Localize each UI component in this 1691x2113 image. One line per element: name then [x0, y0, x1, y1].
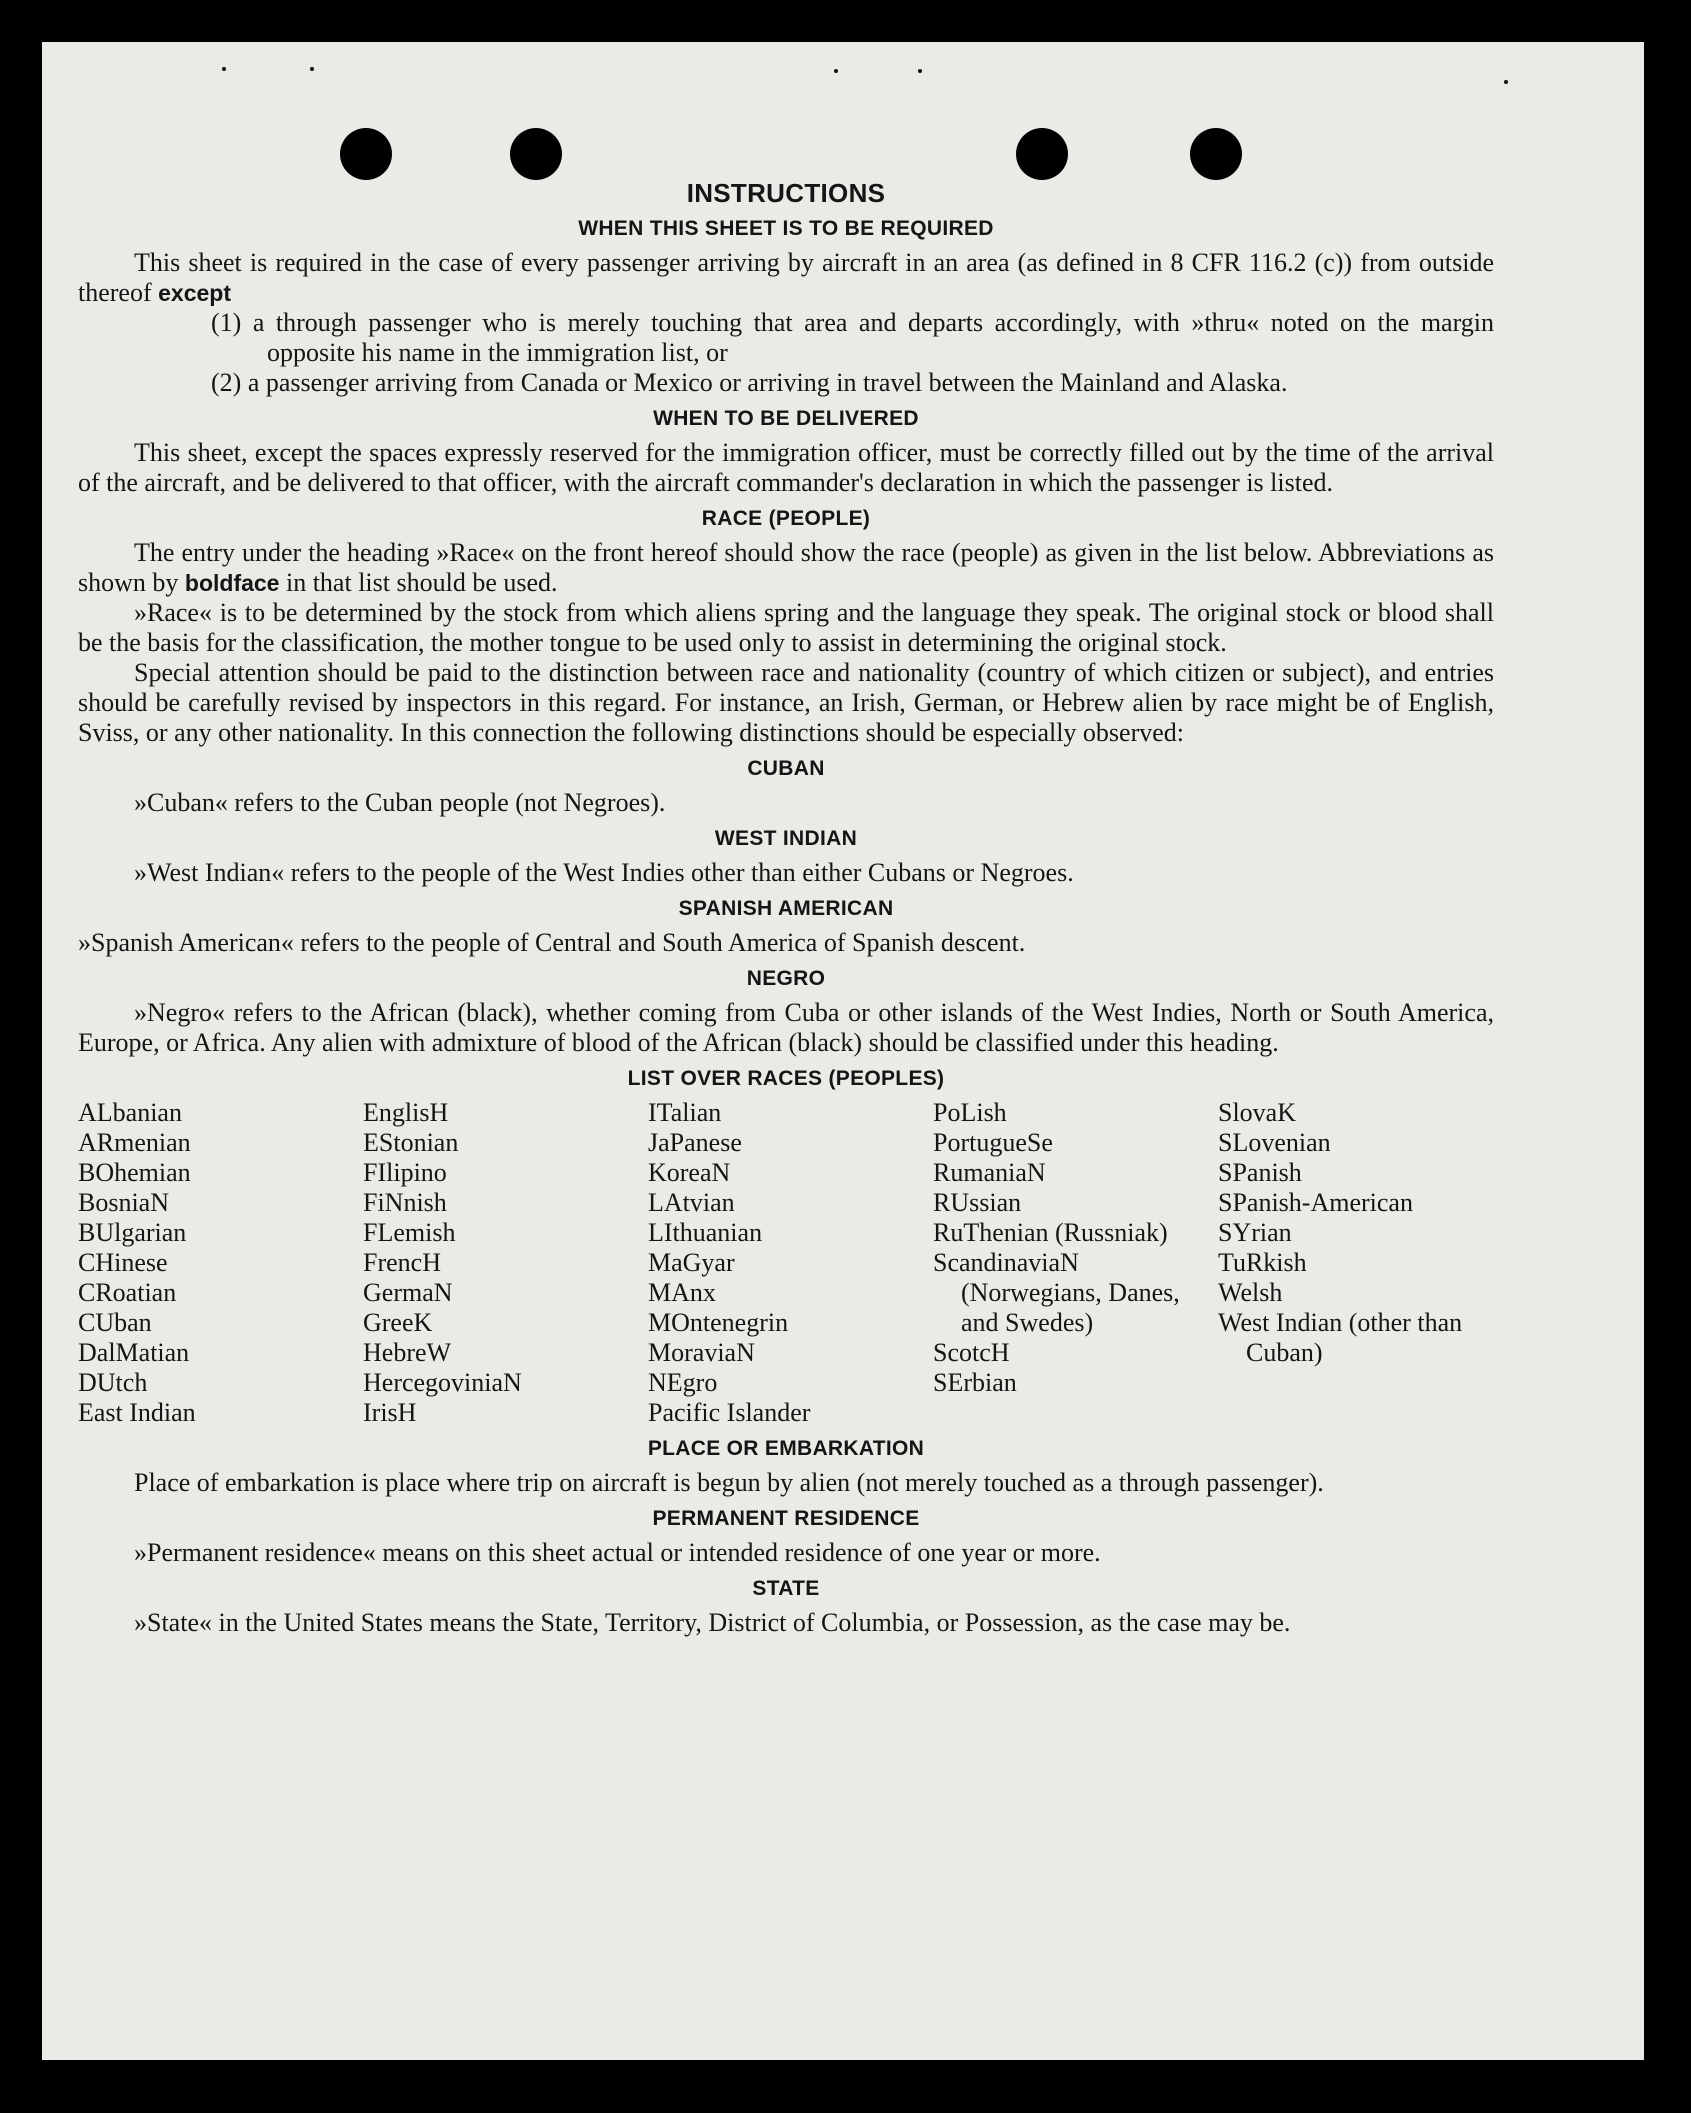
- race-entry: MOntenegrin: [648, 1308, 789, 1337]
- race-entry: SPanish: [1218, 1158, 1302, 1187]
- section-heading-when-delivered: WHEN TO BE DELIVERED: [653, 407, 919, 430]
- section-heading-when-required: WHEN THIS SHEET IS TO BE REQUIRED: [578, 217, 994, 240]
- race-entry: JaPanese: [648, 1128, 742, 1157]
- race-column: [933, 1098, 1218, 1428]
- race-list-grid: [78, 1098, 1494, 1428]
- punch-hole: [340, 128, 392, 180]
- race-entry: East Indian: [78, 1398, 196, 1427]
- punch-hole: [1016, 128, 1068, 180]
- speck-mark: [918, 69, 922, 73]
- race-entry: MAnx: [648, 1278, 716, 1307]
- race-entry: PortugueSe: [933, 1128, 1053, 1157]
- race-entry: SErbian: [933, 1368, 1017, 1397]
- race-entry: MaGyar: [648, 1248, 735, 1277]
- permanent-residence-text: »Permanent residence« means on this sheet actual or intended residence of one year or more.: [134, 1538, 1101, 1567]
- exception-item-2: (2) a passenger arriving from Canada or Mexico or arriving in travel between the Mainland and Alaska.: [211, 368, 1288, 397]
- section-heading-state: STATE: [752, 1577, 820, 1600]
- section-heading-negro: NEGRO: [746, 967, 826, 990]
- race-entry: Welsh: [1218, 1278, 1283, 1307]
- section-heading-permanent-residence: PERMANENT RESIDENCE: [652, 1507, 920, 1530]
- race-entry: ScandinaviaN (Norwegians, Danes, and Swedes): [933, 1248, 1180, 1337]
- race-paragraph-3: Special attention should be paid to the distinction between race and nationality (country of which citizen or subject), and entries should be carefully revised by inspectors in this regard. For instance, an Irish, German, or Hebrew alien by race might be of English, Sviss, or any other nationality. In this connection the following distinctions should be especially observed:: [78, 658, 1494, 747]
- section-heading-west-indian: WEST INDIAN: [714, 827, 858, 850]
- negro-text: »Negro« refers to the African (black), whether coming from Cuba or other islands of the West Indies, North or South America, Europe, or Africa. Any alien with admixture of blood of the African (black) should be classified under this heading.: [78, 998, 1494, 1057]
- section-heading-place-embarkation: PLACE OR EMBARKATION: [647, 1437, 925, 1460]
- race-entry: EnglisH: [363, 1098, 449, 1127]
- race-entry: SlovaK: [1218, 1098, 1296, 1127]
- race-entry: ALbanian: [78, 1098, 182, 1127]
- race-column: [78, 1098, 363, 1428]
- when-delivered-text: This sheet, except the spaces expressly reserved for the immigration officer, must be correctly filled out by the time of the arrival of the aircraft, and be delivered to that officer, with the aircraft commander's declaration in which the passenger is listed.: [78, 438, 1494, 497]
- race-column: [363, 1098, 648, 1428]
- race-entry: ITalian: [648, 1098, 722, 1127]
- race-entry: TuRkish: [1218, 1248, 1307, 1277]
- race-entry: FrencH: [363, 1248, 441, 1277]
- place-embarkation-text: Place of embarkation is place where trip on aircraft is begun by alien (not merely touched as a through passenger).: [134, 1468, 1324, 1497]
- race-entry: CUban: [78, 1308, 152, 1337]
- exception-item-1: (1) a through passenger who is merely touching that area and departs accordingly, with »thru« noted on the margin opposite his name in the immigration list, or: [211, 308, 1494, 367]
- race-entry: RuThenian (Russniak): [933, 1218, 1168, 1247]
- section-heading-race: RACE (PEOPLE): [701, 507, 871, 530]
- when-required-intro: This sheet is required in the case of every passenger arriving by aircraft in an area (as defined in 8 CFR 116.2 (c)) from outside thereof except: [78, 248, 1494, 307]
- race-column: [648, 1098, 933, 1428]
- race-entry: NEgro: [648, 1368, 718, 1397]
- punch-hole: [1190, 128, 1242, 180]
- race-entry: PoLish: [933, 1098, 1007, 1127]
- speck-mark: [222, 67, 226, 71]
- section-heading-spanish-american: SPANISH AMERICAN: [678, 897, 894, 920]
- race-entry: LAtvian: [648, 1188, 735, 1217]
- document-page: [42, 42, 1644, 2060]
- except-bold: except: [158, 280, 231, 306]
- race-entry: SLovenian: [1218, 1128, 1331, 1157]
- race-entry: West Indian (other than Cuban): [1218, 1308, 1463, 1367]
- instructions-body: [78, 178, 1494, 1638]
- race-entry: BUlgarian: [78, 1218, 187, 1247]
- race-paragraph-2: »Race« is to be determined by the stock from which aliens spring and the language they speak. The original stock or blood shall be the basis for the classification, the mother tongue to be used only to assist in determining the original stock.: [78, 598, 1494, 657]
- race-entry: HebreW: [363, 1338, 452, 1367]
- race-entry: RUssian: [933, 1188, 1022, 1217]
- race-column: [1218, 1098, 1494, 1428]
- race-entry: FLemish: [363, 1218, 456, 1247]
- cuban-text: »Cuban« refers to the Cuban people (not Negroes).: [134, 788, 666, 817]
- west-indian-text: »West Indian« refers to the people of the West Indies other than either Cubans or Negroes.: [134, 858, 1074, 887]
- race-entry: BOhemian: [78, 1158, 191, 1187]
- race-entry: CRoatian: [78, 1278, 177, 1307]
- race-entry: ScotcH: [933, 1338, 1010, 1367]
- spanish-american-text: »Spanish American« refers to the people of Central and South America of Spanish descent.: [78, 928, 1026, 957]
- race-entry: SYrian: [1218, 1218, 1292, 1247]
- state-text: »State« in the United States means the State, Territory, District of Columbia, or Possession, as the case may be.: [134, 1608, 1291, 1637]
- race-entry: DUtch: [78, 1368, 148, 1397]
- race-entry: CHinese: [78, 1248, 168, 1277]
- punch-hole: [510, 128, 562, 180]
- race-entry: FiNnish: [363, 1188, 447, 1217]
- race-entry: HercegoviniaN: [363, 1368, 522, 1397]
- race-entry: RumaniaN: [933, 1158, 1046, 1187]
- race-entry: KoreaN: [648, 1158, 731, 1187]
- race-entry: LIthuanian: [648, 1218, 763, 1247]
- section-heading-race-list: LIST OVER RACES (PEOPLES): [627, 1067, 945, 1090]
- race-entry: EStonian: [363, 1128, 459, 1157]
- section-heading-cuban: CUBAN: [747, 757, 825, 780]
- race-entry: FIlipino: [363, 1158, 447, 1187]
- race-entry: SPanish-American: [1218, 1188, 1413, 1217]
- race-entry: DalMatian: [78, 1338, 190, 1367]
- race-entry: GermaN: [363, 1278, 453, 1307]
- page-title: INSTRUCTIONS: [686, 178, 886, 208]
- race-entry: ARmenian: [78, 1128, 191, 1157]
- race-entry: MoraviaN: [648, 1338, 755, 1367]
- speck-mark: [834, 69, 838, 73]
- speck-mark: [1504, 80, 1508, 84]
- race-paragraph-1: The entry under the heading »Race« on the front hereof should show the race (people) as given in the list below. Abbreviations as shown by boldface in that list should be used.: [78, 538, 1494, 597]
- speck-mark: [310, 67, 314, 71]
- race-entry: Pacific Islander: [648, 1398, 811, 1427]
- race-entry: IrisH: [363, 1398, 417, 1427]
- race-entry: BosniaN: [78, 1188, 169, 1217]
- race-entry: GreeK: [363, 1308, 433, 1337]
- boldface-word: boldface: [184, 570, 280, 596]
